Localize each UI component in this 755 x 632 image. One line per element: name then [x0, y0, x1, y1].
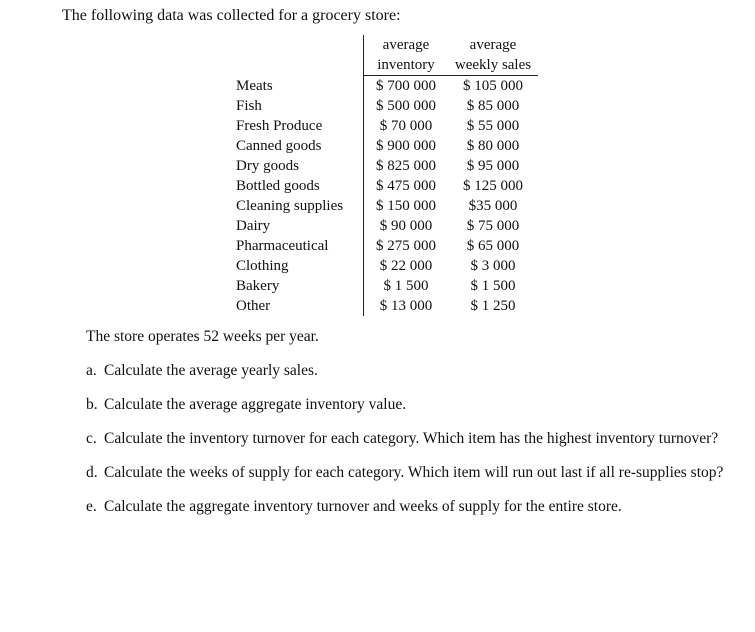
category-cell: Bottled goods: [236, 178, 320, 194]
table-row: [230, 296, 538, 316]
category-cell: Meats: [236, 77, 273, 94]
table-row: [230, 216, 538, 236]
table-row: [230, 196, 538, 216]
sales-cell: $ 80 000: [466, 138, 520, 154]
question-label: c.: [86, 430, 97, 447]
question-label: e.: [86, 498, 97, 515]
question-label: d.: [86, 464, 98, 481]
table-row: [230, 236, 538, 256]
category-cell: Cleaning supplies: [236, 198, 344, 214]
sales-cell: $ 95 000: [466, 158, 520, 174]
category-cell: Dairy: [236, 218, 271, 234]
table-row: [230, 156, 538, 176]
inventory-cell: $ 275 000: [364, 236, 449, 256]
inventory-cell: $ 90 000: [364, 216, 449, 236]
header-category-empty: [230, 35, 364, 55]
category-cell: Dry goods: [236, 158, 299, 174]
intro-text: The following data was collected for a grocery store:: [62, 7, 401, 24]
table-row: [230, 256, 538, 276]
question-list: [86, 361, 726, 517]
sales-cell: $ 85 000: [466, 98, 520, 114]
question-text: Calculate the weeks of supply for each category. Which item will run out last if all re-supplies stop?: [104, 464, 724, 481]
category-cell: Clothing: [236, 258, 289, 274]
sales-cell: $ 105 000: [463, 78, 523, 94]
inventory-cell: $ 150 000: [364, 196, 449, 216]
header-sales-line1: average: [469, 37, 517, 53]
table-row: [230, 76, 538, 97]
sales-cell: $ 65 000: [466, 238, 520, 254]
inventory-cell: $ 900 000: [364, 136, 449, 156]
table-row: [230, 96, 538, 116]
category-cell: Pharmaceutical: [236, 238, 329, 254]
question-text: Calculate the average aggregate inventory value.: [104, 396, 407, 413]
inventory-cell: $ 700 000: [364, 76, 449, 97]
header-category-empty-2: [230, 55, 364, 76]
inventory-cell: $ 22 000: [364, 256, 449, 276]
question-text: Calculate the average yearly sales.: [104, 362, 318, 379]
question-text: Calculate the aggregate inventory turnover and weeks of supply for the entire store.: [104, 498, 622, 515]
question-text: Calculate the inventory turnover for each category. Which item has the highest inventory turnover?: [104, 430, 719, 447]
question-item: [86, 429, 726, 449]
inventory-cell: $ 825 000: [364, 156, 449, 176]
header-inventory-line1: average: [364, 35, 449, 55]
table-row: [230, 136, 538, 156]
data-table: [230, 35, 538, 316]
sales-cell: $ 75 000: [466, 218, 520, 234]
sales-cell: $35 000: [468, 198, 518, 214]
question-item: [86, 463, 726, 483]
sales-cell: $ 3 000: [470, 258, 516, 274]
table-body: [230, 76, 538, 317]
category-cell: Fish: [236, 98, 262, 114]
weeks-note: The store operates 52 weeks per year.: [86, 328, 319, 345]
table-row: [230, 176, 538, 196]
question-item: [86, 395, 726, 415]
table-row: [230, 276, 538, 296]
category-cell: Bakery: [236, 278, 280, 294]
sales-cell: $ 1 500: [470, 278, 516, 294]
inventory-cell: $ 475 000: [364, 176, 449, 196]
inventory-cell: $ 70 000: [364, 116, 449, 136]
header-inventory-line2: inventory: [364, 55, 449, 76]
question-label: b.: [86, 396, 98, 413]
category-cell: Fresh Produce: [236, 118, 323, 134]
table-header-row-1: [230, 35, 538, 55]
header-sales-line2: weekly sales: [448, 55, 538, 76]
category-cell: Canned goods: [236, 138, 322, 154]
table-row: [230, 116, 538, 136]
table-header-row-2: [230, 55, 538, 76]
category-cell: Other: [236, 298, 271, 314]
sales-cell: $ 125 000: [463, 178, 523, 194]
questions-section: [86, 327, 726, 531]
sales-cell: $ 1 250: [470, 298, 516, 314]
inventory-cell: $ 1 500: [364, 276, 449, 296]
question-item: [86, 361, 726, 381]
sales-cell: $ 55 000: [466, 118, 520, 134]
inventory-cell: $ 500 000: [364, 96, 449, 116]
question-label: a.: [86, 362, 97, 379]
question-item: [86, 497, 726, 517]
inventory-cell: $ 13 000: [364, 296, 449, 316]
